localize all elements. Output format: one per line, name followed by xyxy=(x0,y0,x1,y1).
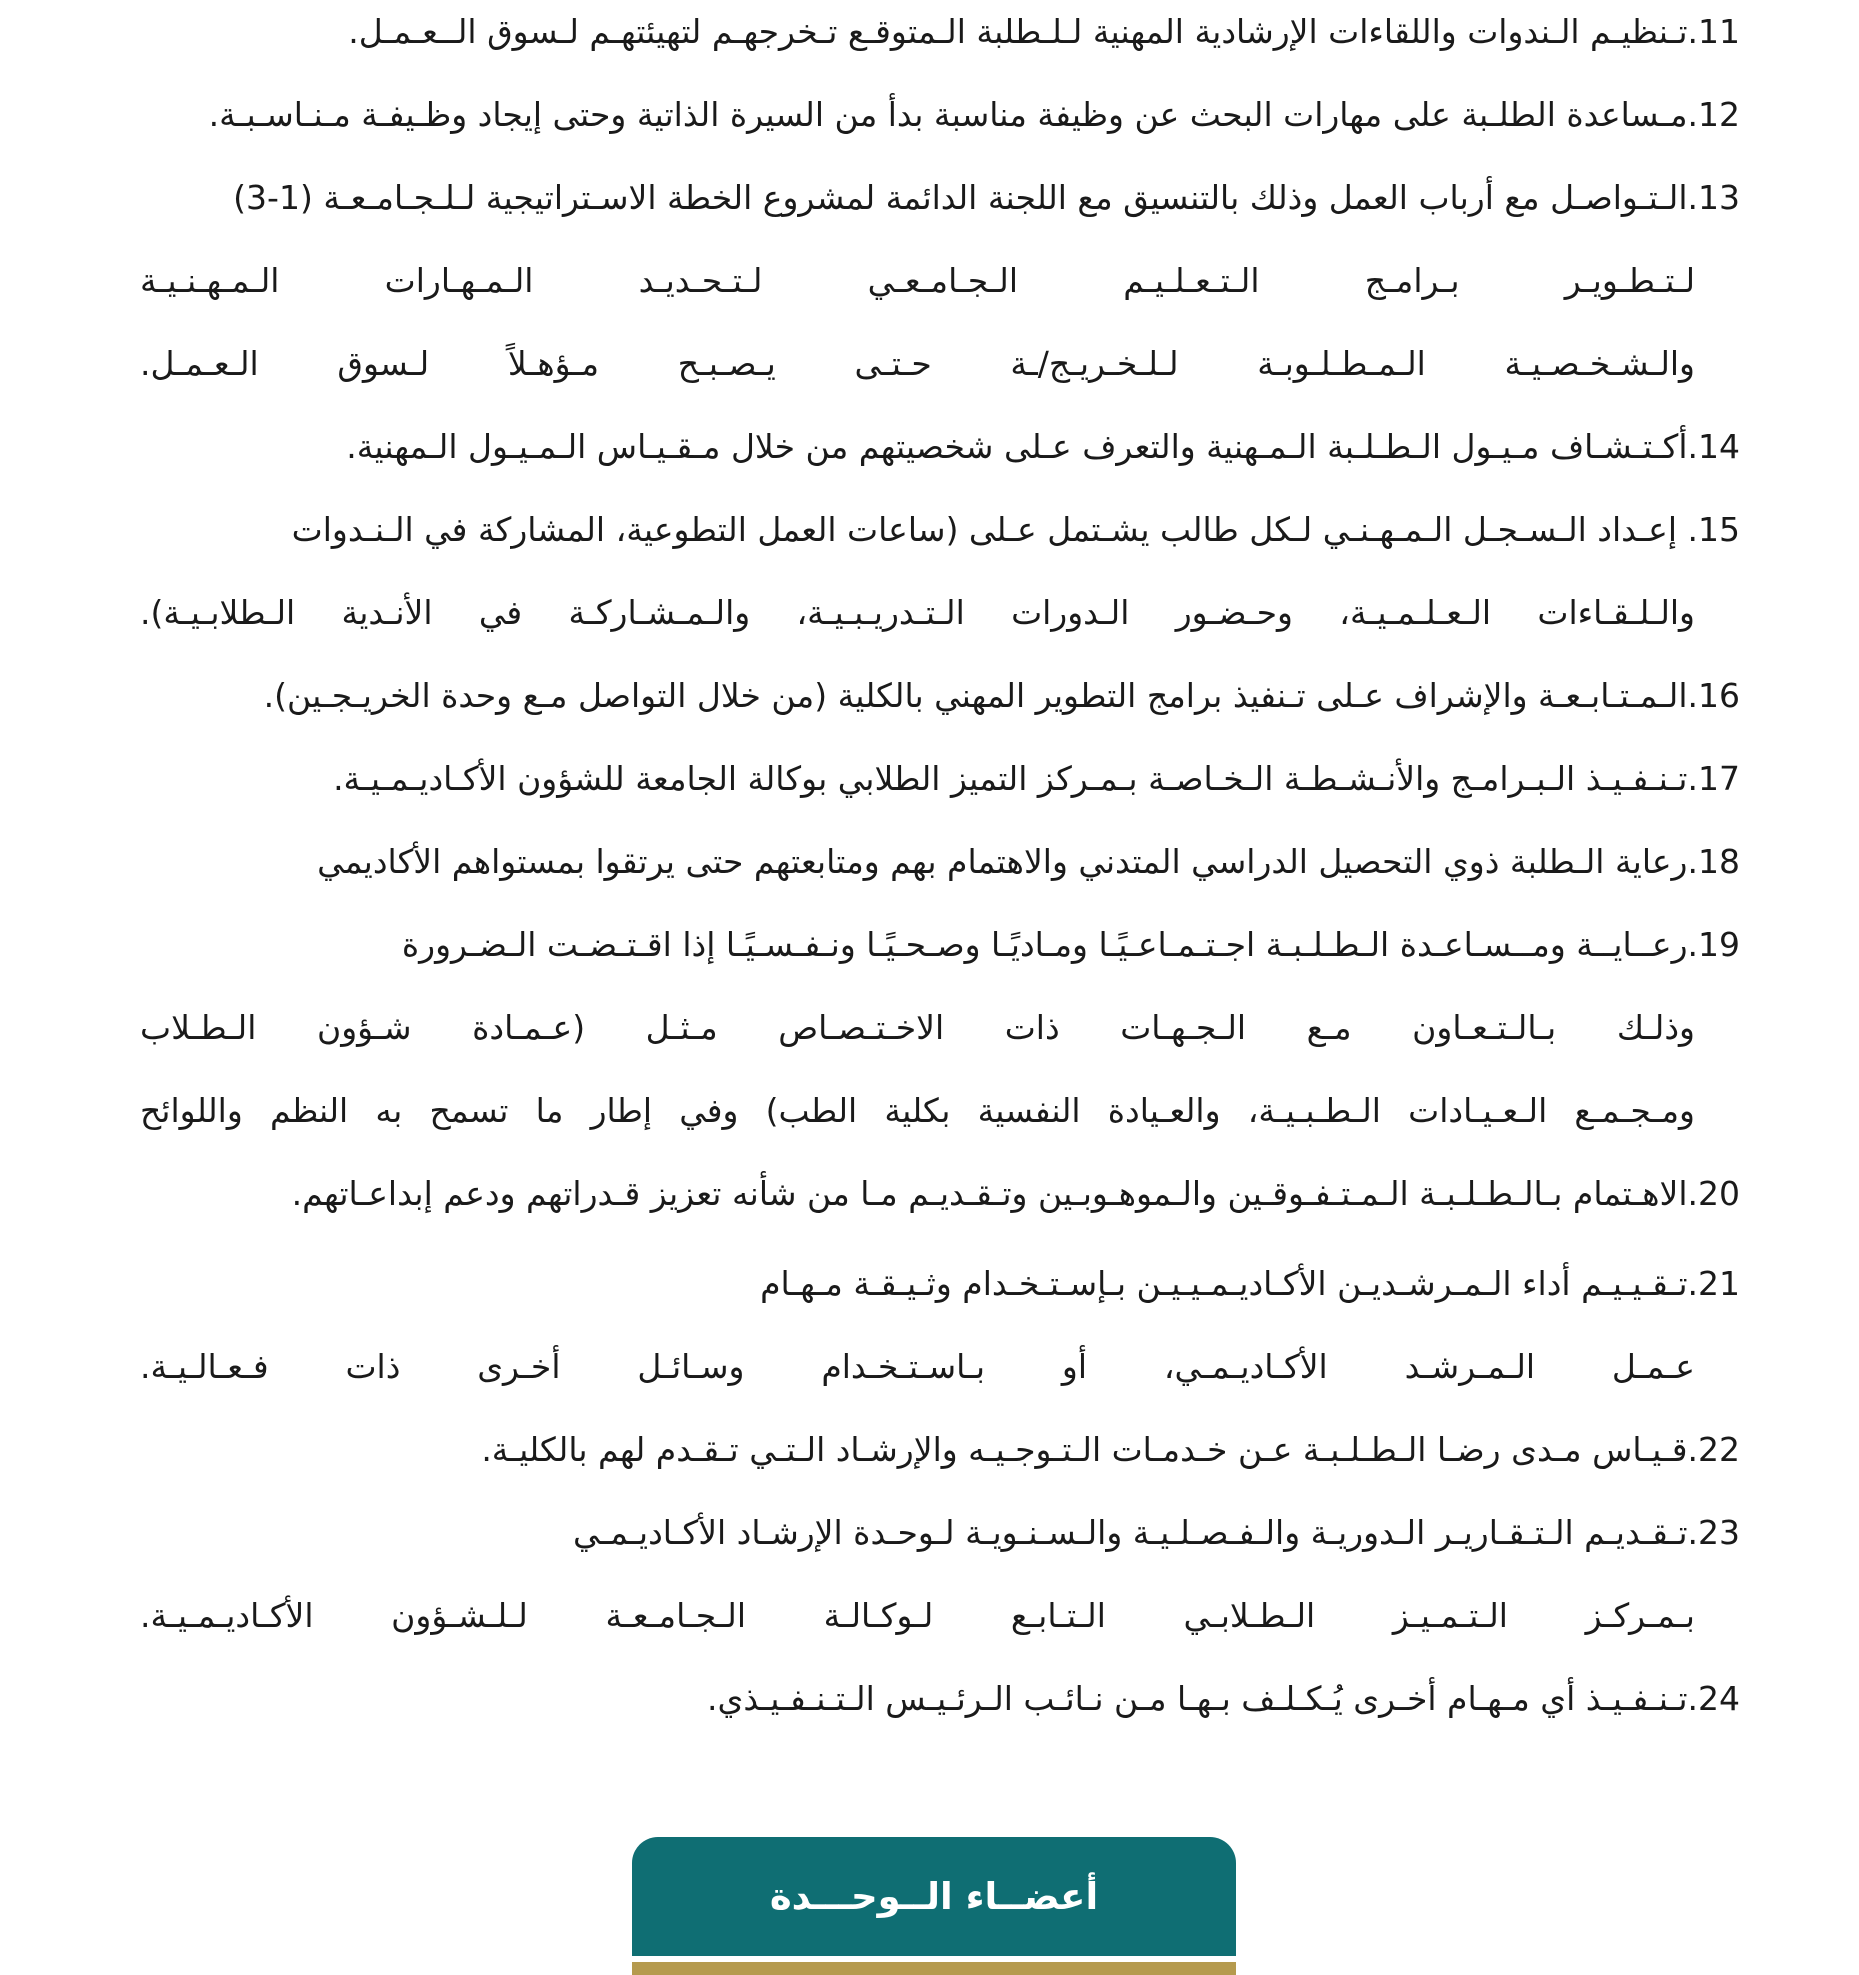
section-header xyxy=(632,1837,1236,1975)
list-item-16: 16.الـمـتـابـعـة والإشراف عـلى تـنفيذ برامج التطوير المهني بالكلية (من خلال التواصل مـع وحدة الخريـجـين). xyxy=(263,676,1740,715)
list-item-22: 22.قـيـاس مـدى رضـا الـطـلـبـة عـن خـدمـات الـتـوجـيـه والإرشـاد الـتـي تـقـدم لهم بالكليـة. xyxy=(481,1430,1740,1469)
list-item-24: 24.تـنـفـيـذ أي مـهـام أخـرى يُـكـلـف بـهـا مـن نـائـب الـرئـيـس الـتـنـفـيـذي. xyxy=(707,1679,1740,1718)
list-item-12: 12.مـساعدة الطلـبة على مهارات البحث عن وظيفة مناسبة بدأ من السيرة الذاتية وحتى إيجاد وظـيفـة مـنـاسـبـة. xyxy=(208,95,1740,134)
section-title: أعضــاء الــوحـــدة xyxy=(632,1837,1236,1956)
list-item-13: 13.الـتـواصـل مع أرباب العمل وذلك بالتنسيق مع اللجنة الدائمة لمشروع الخطة الاسـتراتيجية لـلـجـامـعـة (1-3) xyxy=(233,178,1740,217)
list-item-15-continued: والـلـقـاءات الـعـلـمـيـة، وحـضـور الـدورات الـتـدريـبـيـة، والـمـشـاركـة في الأنـدية الـطلابـيـة). xyxy=(140,593,1695,632)
list-item-20: 20.الاهـتمام بـالـطـلـبـة الـمـتـفـوقـين والـموهـوبـين وتـقـديـم مـا من شأنه تعزيز قـدراتهم ودعم إبداعـاتهم. xyxy=(291,1174,1740,1213)
list-item-23: 23.تـقـديـم الـتـقـاريـر الـدوريـة والـفـصـلـيـة والـسـنـويـة لـوحـدة الإرشـاد الأكـاديـمـي xyxy=(572,1513,1740,1552)
list-item-18: 18.رعاية الـطلبة ذوي التحصيل الدراسي المتدني والاهتمام بهم ومتابعتهم حتى يرتقوا بمستواهم الأكاديمي xyxy=(317,842,1740,881)
list-item-21-continued: عـمـل الـمـرشـد الأكـاديـمـي، أو بـاسـتـخـدام وسـائـل أخـرى ذات فـعـالـيـة. xyxy=(140,1347,1695,1386)
list-item-23-continued: بـمـركـز الـتـمـيـز الـطـلابـي الـتـابـع لـوكـالـة الـجـامـعـة لـلـشـؤون الأكـاديـمـيـة. xyxy=(140,1596,1695,1635)
list-item-15: 15. إعـداد الـسـجـل الـمـهـنـي لـكل طالب يشـتمل عـلى (ساعات العمل التطوعية، المشاركة في الـنـدوات xyxy=(291,510,1740,549)
list-item-14: 14.أكـتـشـاف مـيـول الـطـلـبة الـمـهنية والتعرف عـلى شخصيتهم من خلال مـقـيـاس الـمـيـول الـمهنية. xyxy=(346,427,1740,466)
list-item-19-continued: ومـجـمـع الـعـيـادات الـطـبـيـة، والعـيادة النفسية بكلية الطب) وفي إطار ما تسمح به النظم واللوائح xyxy=(140,1091,1695,1130)
list-item-13-continued: والـشـخـصـيـة الـمـطـلـوبـة لـلـخـريـج/ـة حـتـى يـصـبـح مـؤهـلاً لـسوق الـعـمـل. xyxy=(140,344,1695,383)
list-item-19-continued: وذلـك بـالـتـعـاون مـع الـجـهـات ذات الاخـتـصـاص مـثـل (عـمـادة شـؤون الـطـلاب xyxy=(140,1008,1695,1047)
list-item-19: 19.رعــايــة ومــسـاعـدة الـطـلـبـة اجـتـمـاعـيًـا ومـاديًـا وصـحـيًـا ونـفـسـيًـا إذا اقـتـضـت الـضـرورة xyxy=(401,925,1740,964)
section-underline xyxy=(632,1962,1236,1975)
list-item-21: 21.تـقـيـيـم أداء الـمـرشـديـن الأكـاديـمـيـيـن بـإسـتـخـدام وثـيـقـة مـهـام xyxy=(760,1264,1740,1303)
list-item-17: 17.تـنـفـيـذ الـبـرامـج والأنـشـطـة الـخـاصـة بـمـركز التميز الطلابي بوكالة الجامعة للشؤون الأكـاديـمـيـة. xyxy=(333,759,1740,798)
list-item-13-continued: لـتـطـويـر بـرامـج الـتـعـلـيـم الـجـامـعـي لـتـحـديـد الـمـهـارات الـمـهـنـيـة xyxy=(140,261,1695,300)
list-item-11: 11.تـنظيـم الـندوات واللقاءات الإرشادية المهنية لـلـطلبة الـمتوقـع تـخرجهـم لتهيئتهـم لـسوق الــعـمـل. xyxy=(348,12,1740,51)
